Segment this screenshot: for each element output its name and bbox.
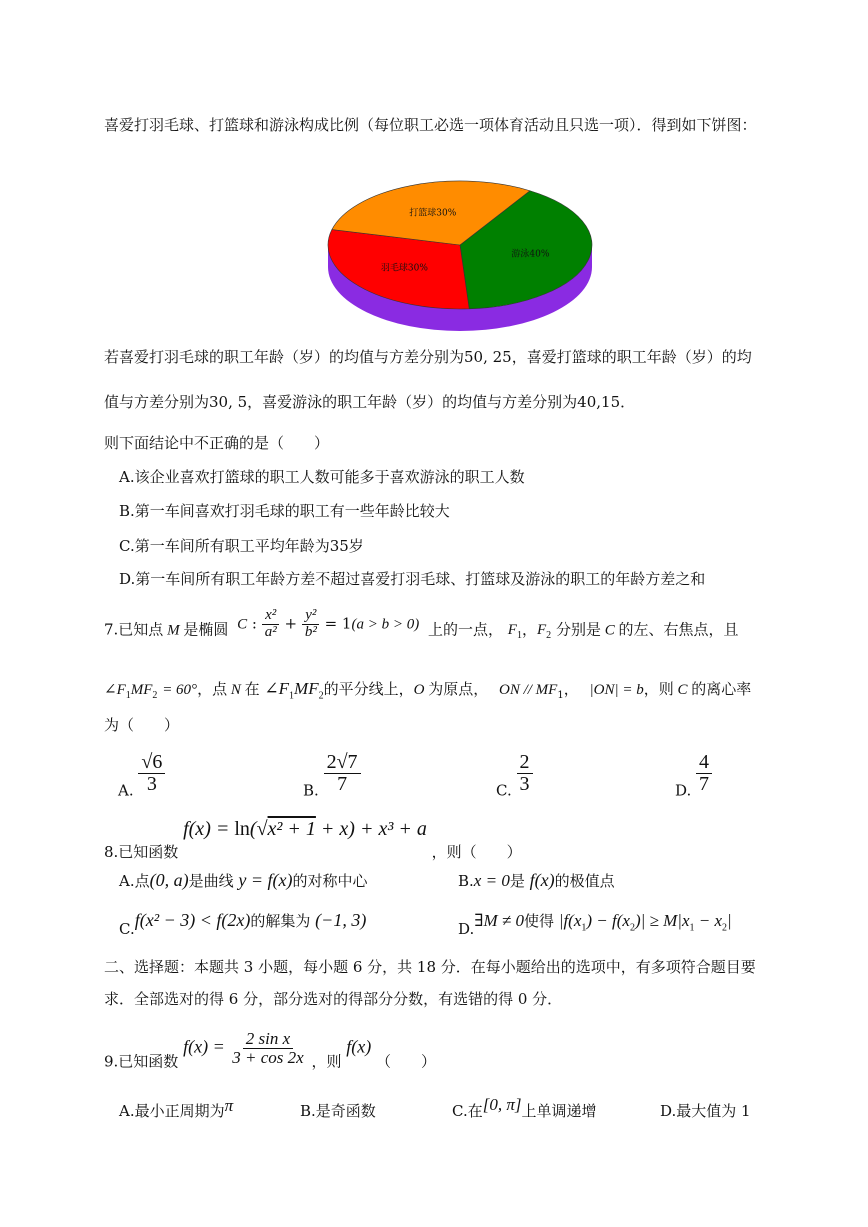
q9-option-b: B.是奇函数	[300, 1102, 376, 1120]
q6-option-a: A.该企业喜欢打篮球的职工人数可能多于喜欢游泳的职工人数	[119, 468, 525, 486]
intro-text: 喜爱打羽毛球、打篮球和游泳构成比例（每位职工必选一项体育活动且只选一项）．得到如下饼图：	[104, 116, 757, 134]
q9-option-a: A.最小正周期为π	[119, 1096, 234, 1120]
q8-function: f(x) = ln(√x² + 1 + x) + x³ + a	[183, 818, 427, 840]
q7-option-a: A. $\frac{√6}{3}$	[118, 752, 165, 800]
q7-line2: $\angle F_1MF_2 = 60^\circ$，点 N 在 $\angle F_1MF_2$的平分线上，O 为原点， ON // $MF_1$， |ON| = b，则 C 的离心率	[104, 679, 752, 702]
q9-option-c: C.在[0, π]上单调递增	[452, 1095, 597, 1120]
q6-stem-line2: 值与方差分别为30, 5，喜爱游泳的职工年龄（岁）的均值与方差分别为40,15．	[104, 393, 636, 411]
q7-option-b: B. $\frac{2√7}{7}$	[303, 752, 361, 800]
q6-stem-line3: 则下面结论中不正确的是（ ）	[104, 434, 330, 452]
q6-option-c: C.第一车间所有职工平均年龄为35岁	[119, 537, 364, 555]
q8-option-c: C.f(x² − 3) < f(2x)的解集为 (−1, 3)	[119, 910, 367, 938]
section2-line1: 二、选择题：本题共 3 小题，每小题 6 分，共 18 分．在每小题给出的选项中，有多项符合题目要	[104, 958, 756, 976]
pie-label-0: 游泳40%	[511, 249, 550, 260]
q6-stem-line1: 若喜爱打羽毛球的职工年龄（岁）的均值与方差分别为50, 25，喜爱打篮球的职工年龄（岁）的均	[104, 348, 752, 366]
q7-option-d: D. $\frac{4}{7}$	[675, 752, 712, 800]
q8-option-b: B.x = 0是 f(x)的极值点	[458, 870, 615, 890]
q8-option-a: A.点(0, a)是曲线 y = f(x)的对称中心	[119, 870, 368, 890]
q9-stem: 9.已知函数 f(x) = $\frac{\text{2 sin x}}{3 + \cos 2x}$ ，则 f(x) （ ）	[104, 1029, 437, 1071]
q8-stem: 8.已知函数 f(x) = ln(√x² + 1 + x) + x³ + a ，则（ ）	[104, 818, 522, 861]
q7-option-c: C. $\frac{2}{3}$	[496, 752, 533, 800]
q8-option-d: D.∃M ≠ 0使得 $|f(x_1) - f(x_2)| \ge M|x_1 - x_2|$	[458, 911, 732, 938]
q9-option-d: D.最大值为 1	[660, 1102, 751, 1120]
q7-line3: 为（ ）	[104, 716, 180, 734]
pie-chart	[320, 175, 620, 355]
q6-option-b: B.第一车间喜欢打羽毛球的职工有一些年龄比较大	[119, 502, 450, 520]
section2-line2: 求．全部选对的得 6 分，部分选对的得部分分数，有选错的得 0 分．	[104, 990, 563, 1008]
ellipse-equation: C : $\frac{\text{x²}}{\text{a²}}$ + $\frac{\text{y²}}{\text{b²}}$ = 1(a > b > 0)	[237, 607, 420, 640]
q6-option-d: D.第一车间所有职工年龄方差不超过喜爱打羽毛球、打篮球及游泳的职工的年龄方差之和	[119, 570, 706, 588]
q7-line1: 7.已知点 M 是椭圆 C : $\frac{\text{x²}}{\text{a²}}$ + $\frac{\text{y²}}{\text{b²}}$ = 1(a > b > 0) 上的一点， $F_1$，$F_2$ 分别是 C 的左、右焦点，且	[104, 607, 739, 642]
pie-label-1: 羽毛球30%	[380, 263, 428, 274]
pie-top	[328, 181, 592, 309]
pie-label-2: 打篮球30%	[409, 208, 457, 219]
